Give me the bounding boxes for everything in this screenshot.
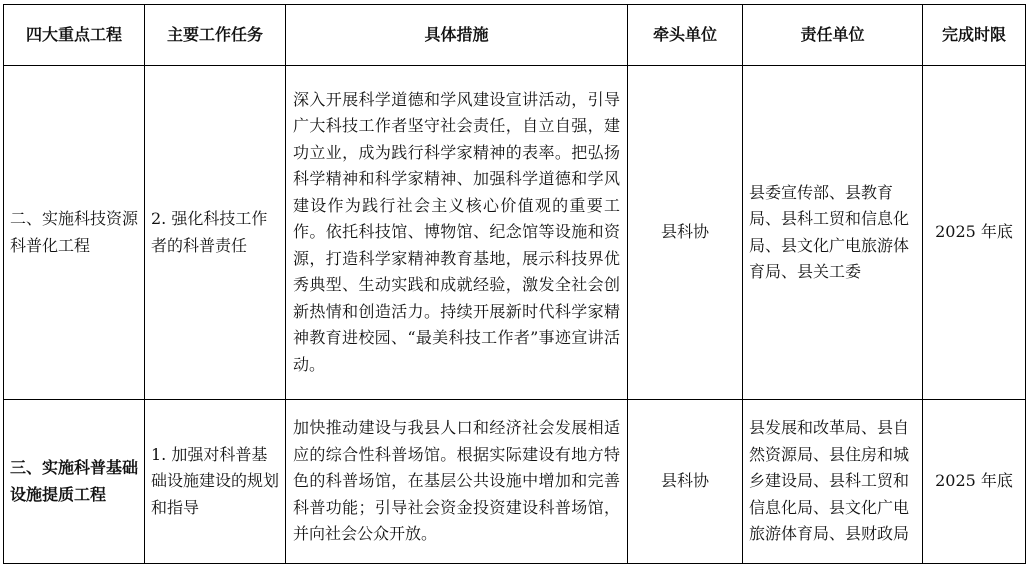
lead-cell: 县科协 <box>628 400 743 564</box>
table-row <box>4 66 1026 400</box>
task-cell: 1. 加强对科普基础设施建设的规划和指导 <box>145 400 286 564</box>
table-row <box>4 400 1026 564</box>
header-project: 四大重点工程 <box>4 5 145 66</box>
measure-cell: 加快推动建设与我县人口和经济社会发展相适应的综合性科普场馆。根据实际建设有地方特色的科普场馆，在基层公共设施中增加和完善科普功能；引导社会资金投资建设科普场馆，并向社会公众开放。 <box>286 400 628 564</box>
lead-cell: 县科协 <box>628 66 743 400</box>
task-cell: 2. 强化科技工作者的科普责任 <box>145 66 286 400</box>
responsible-cell: 县委宣传部、县教育局、县科工贸和信息化局、县文化广电旅游体育局、县关工委 <box>743 66 923 400</box>
responsible-cell: 县发展和改革局、县自然资源局、县住房和城乡建设局、县科工贸和信息化局、县文化广电旅游体育局、县财政局 <box>743 400 923 564</box>
header-task: 主要工作任务 <box>145 5 286 66</box>
project-cell: 二、实施科技资源科普化工程 <box>4 66 145 400</box>
project-cell: 三、实施科普基础设施提质工程 <box>4 400 145 564</box>
header-lead: 牵头单位 <box>628 5 743 66</box>
measure-cell: 深入开展科学道德和学风建设宣讲活动，引导广大科技工作者坚守社会责任，自立自强，建功立业，成为践行科学家精神的表率。把弘扬科学精神和科学家精神、加强科学道德和学风建设作为践行社会主义核心价值观的重要工作。依托科技馆、博物馆、纪念馆等设施和资源，打造科学家精神教育基地，展示科技界优秀典型、生动实践和成就经验，激发全社会创新热情和创造活力。持续开展新时代科学家精神教育进校园、“最美科技工作者”事迹宣讲活动。 <box>286 66 628 400</box>
header-responsible: 责任单位 <box>743 5 923 66</box>
header-deadline: 完成时限 <box>923 5 1026 66</box>
header-row <box>4 5 1026 66</box>
task-table <box>3 4 1026 564</box>
deadline-cell: 2025 年底 <box>923 400 1026 564</box>
deadline-cell: 2025 年底 <box>923 66 1026 400</box>
header-measure: 具体措施 <box>286 5 628 66</box>
